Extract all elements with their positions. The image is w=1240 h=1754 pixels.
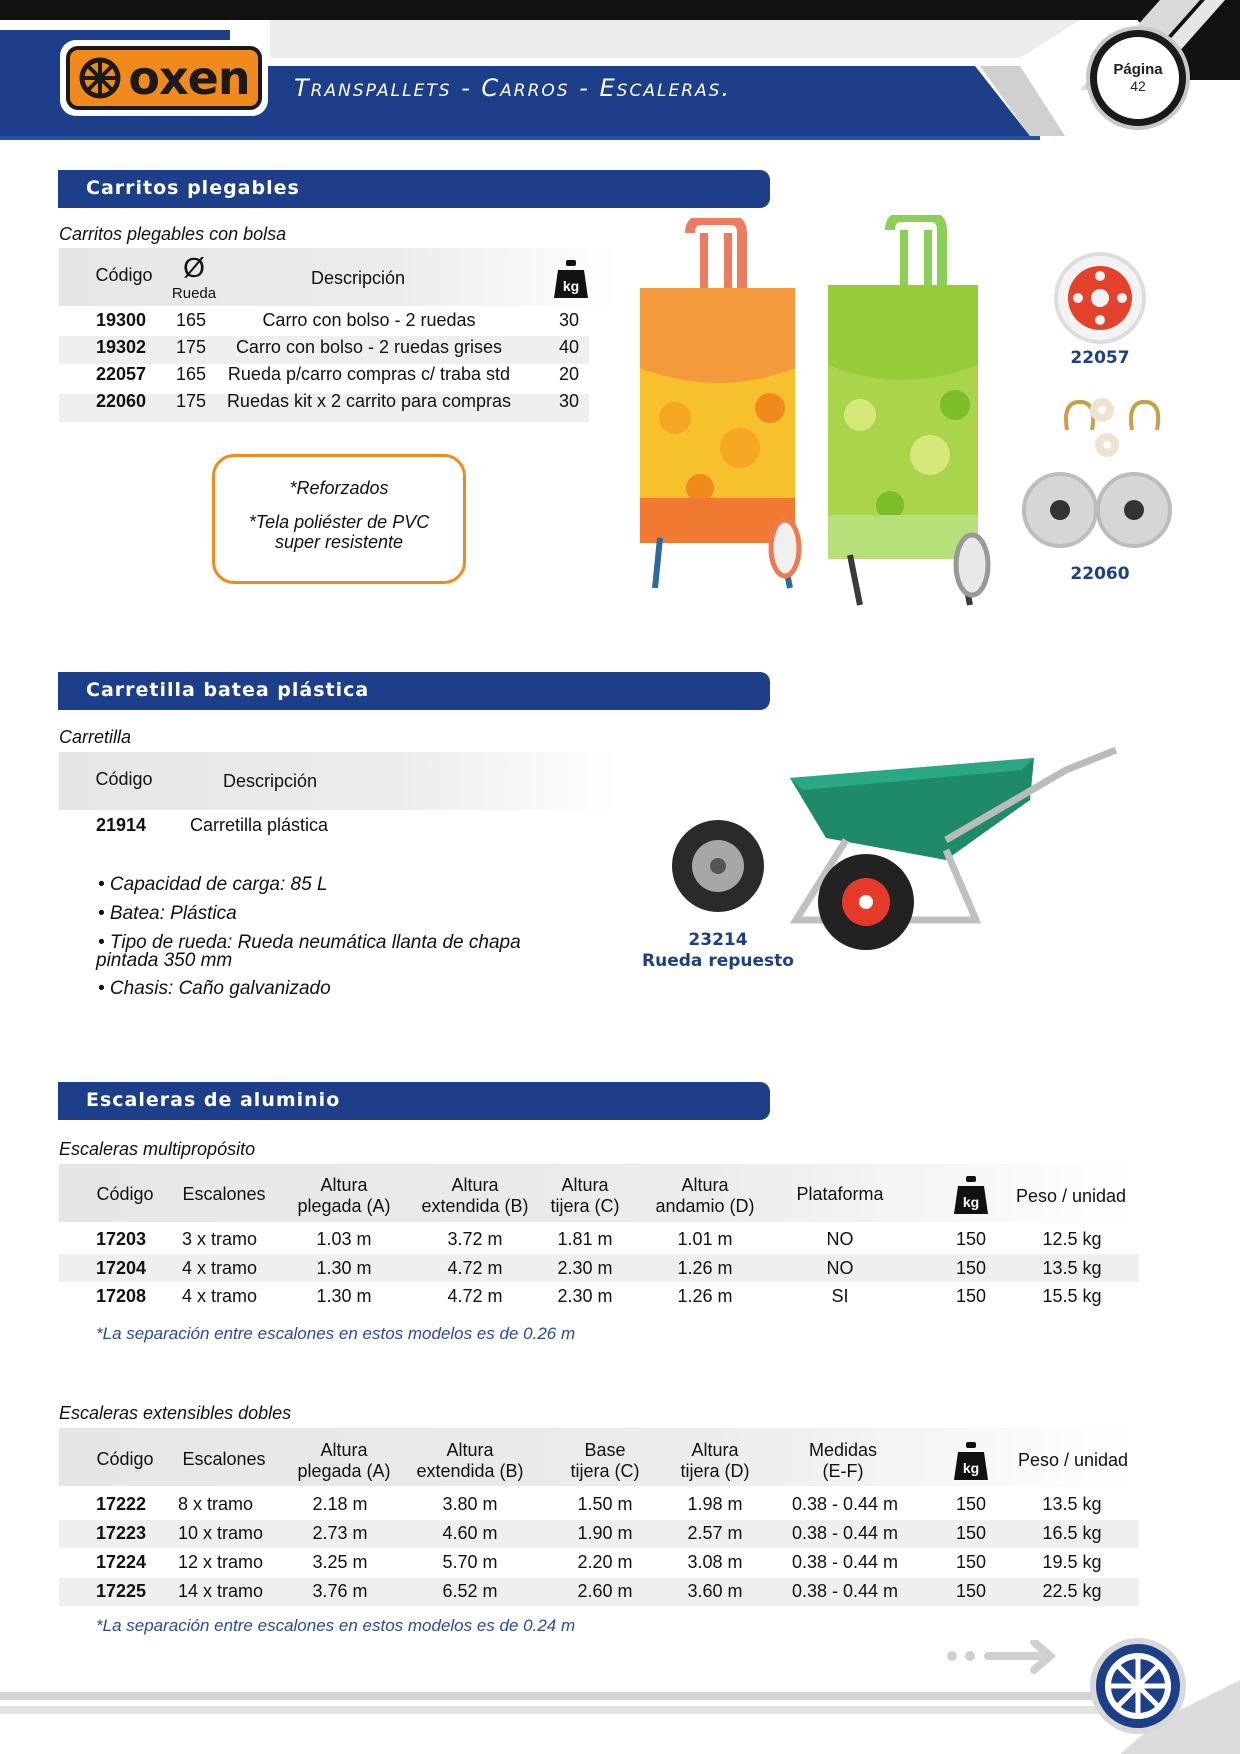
row-code: 17208 [96, 1286, 147, 1306]
row-weight: 13.5 kg [1042, 1258, 1102, 1278]
section-subtitle: Escaleras multipropósito [59, 1139, 256, 1159]
row-steps: 12 x tramo [178, 1552, 264, 1572]
row-code: 17203 [96, 1229, 147, 1249]
row-altura-a: 3.25 m [312, 1552, 368, 1572]
row-altura-b: 5.70 m [442, 1552, 498, 1572]
row-steps: 8 x tramo [178, 1494, 254, 1514]
spare-label: Rueda repuesto [642, 951, 794, 971]
features-callout [212, 454, 466, 584]
row-kg: 150 [955, 1229, 987, 1249]
kg-label: kg [562, 278, 580, 294]
header-a-2: plegada (A) [297, 1461, 391, 1481]
header-d-2: andamio (D) [655, 1196, 755, 1216]
row-kg: 30 [558, 310, 580, 330]
header-b-1: Altura [451, 1175, 499, 1195]
row-base-c: 2.20 m [577, 1552, 633, 1572]
page-header [0, 0, 1240, 140]
row-altura-c: 2.30 m [557, 1258, 613, 1278]
row-altura-b: 4.60 m [442, 1523, 498, 1543]
header-b-2: extendida (B) [421, 1196, 529, 1216]
header-platform: Plataforma [796, 1184, 884, 1204]
header-a-2: plegada (A) [297, 1196, 391, 1216]
row-altura-b: 6.52 m [442, 1581, 498, 1601]
header-weight: Peso / unidad [1015, 1186, 1127, 1206]
row-kg: 150 [955, 1494, 987, 1514]
header-b-1: Altura [446, 1440, 494, 1460]
brand-name: oxen [128, 51, 250, 105]
row-altura-d: 1.98 m [687, 1494, 743, 1514]
feature-item: • Batea: Plástica [98, 903, 237, 924]
section-title: Escaleras de aluminio [86, 1089, 341, 1111]
brand-logo [60, 40, 268, 116]
row-base-c: 2.60 m [577, 1581, 633, 1601]
header-description: Descripción [310, 268, 406, 288]
row-rueda: 175 [176, 391, 207, 411]
row-medidas: 0.38 - 0.44 m [791, 1523, 899, 1543]
row-description: Rueda p/carro compras c/ traba std [227, 364, 511, 384]
row-altura-c: 1.81 m [557, 1229, 613, 1249]
callout-line: super resistente [274, 531, 404, 552]
header-code: Código [95, 265, 153, 285]
header-c-2: tijera (C) [570, 1461, 640, 1481]
row-description: Carro con bolso - 2 ruedas [262, 310, 476, 330]
weight-kg-icon [954, 1440, 988, 1480]
row-altura-a: 1.30 m [316, 1258, 372, 1278]
row-rueda: 165 [176, 310, 207, 330]
page-label: Página [1113, 61, 1163, 79]
row-medidas: 0.38 - 0.44 m [791, 1581, 899, 1601]
header-c-1: Altura [561, 1175, 609, 1195]
row-description: Carretilla plástica [190, 815, 329, 835]
row-platform: NO [826, 1258, 854, 1278]
section-subtitle: Carritos plegables con bolsa [59, 224, 287, 244]
row-altura-a: 1.30 m [316, 1286, 372, 1306]
row-altura-a: 1.03 m [316, 1229, 372, 1249]
row-steps: 4 x tramo [182, 1258, 258, 1278]
row-description: Carro con bolso - 2 ruedas grises [235, 337, 503, 357]
product-label-22057: 22057 [1070, 348, 1130, 368]
header-steps: Escalones [182, 1184, 266, 1204]
wheel-logo-icon [78, 56, 122, 100]
row-steps: 4 x tramo [182, 1286, 258, 1306]
row-code: 22057 [96, 364, 147, 384]
row-weight: 12.5 kg [1042, 1229, 1102, 1249]
weight-kg-icon [554, 258, 588, 298]
row-altura-d: 3.08 m [687, 1552, 743, 1572]
section-title: Carretilla batea plástica [86, 679, 370, 701]
row-kg: 20 [558, 364, 580, 384]
row-platform: NO [826, 1229, 854, 1249]
row-kg: 40 [558, 337, 580, 357]
weight-kg-icon [954, 1174, 988, 1214]
row-code: 17222 [96, 1494, 147, 1514]
row-altura-b: 3.80 m [442, 1494, 498, 1514]
header-code: Código [96, 1449, 154, 1469]
header-a-1: Altura [320, 1440, 368, 1460]
section-bar-carritos [58, 170, 770, 208]
section-subtitle: Escaleras extensibles dobles [59, 1403, 292, 1423]
row-steps: 3 x tramo [182, 1229, 258, 1249]
header-medidas-2: (E-F) [822, 1461, 864, 1481]
row-code: 17225 [96, 1581, 147, 1601]
row-weight: 16.5 kg [1042, 1523, 1102, 1543]
section-title: Carritos plegables [86, 177, 300, 199]
header-a-1: Altura [320, 1175, 368, 1195]
diameter-symbol: Ø [183, 252, 205, 283]
row-kg: 150 [955, 1581, 987, 1601]
header-d-1: Altura [681, 1175, 729, 1195]
row-altura-c: 2.30 m [557, 1286, 613, 1306]
row-altura-d: 3.60 m [687, 1581, 743, 1601]
header-description: Descripción [222, 771, 318, 791]
feature-item: • Capacidad de carga: 85 L [98, 874, 328, 895]
row-code: 17204 [96, 1258, 147, 1278]
header-b-2: extendida (B) [416, 1461, 524, 1481]
page-footer [0, 1640, 1240, 1754]
row-kg: 150 [955, 1258, 987, 1278]
callout-line: *Tela poliéster de PVC [248, 511, 430, 532]
header-steps: Escalones [182, 1449, 266, 1469]
row-kg: 150 [955, 1552, 987, 1572]
row-altura-d: 2.57 m [687, 1523, 743, 1543]
row-medidas: 0.38 - 0.44 m [791, 1552, 899, 1572]
row-code: 19302 [96, 337, 147, 357]
header-rueda: Rueda [171, 285, 217, 302]
feature-item: • Tipo de rueda: Rueda neumática llanta de chapa [98, 932, 521, 953]
row-code: 22060 [96, 391, 147, 411]
row-medidas: 0.38 - 0.44 m [791, 1494, 899, 1514]
row-platform: SI [831, 1286, 849, 1306]
row-kg: 150 [955, 1523, 987, 1543]
spare-wheel-image [668, 816, 768, 916]
row-base-c: 1.90 m [577, 1523, 633, 1543]
row-code: 19300 [96, 310, 147, 330]
section-bar-escaleras [58, 1082, 770, 1120]
green-cart-image [820, 215, 1000, 615]
header-code: Código [96, 1184, 154, 1204]
row-kg: 30 [558, 391, 580, 411]
row-altura-d: 1.26 m [677, 1258, 733, 1278]
table-note: *La separación entre escalones en estos modelos es de 0.26 m [96, 1324, 576, 1343]
header-d-1: Altura [691, 1440, 739, 1460]
section-subtitle: Carretilla [59, 727, 132, 747]
row-altura-b: 4.72 m [447, 1258, 503, 1278]
row-altura-a: 2.18 m [312, 1494, 368, 1514]
row-altura-d: 1.01 m [677, 1229, 733, 1249]
header-weight: Peso / unidad [1017, 1450, 1129, 1470]
kg-label: kg [962, 1194, 980, 1210]
page-number-badge [1090, 30, 1186, 126]
callout-line: *Reforzados [289, 478, 389, 498]
row-rueda: 165 [176, 364, 207, 384]
row-weight: 22.5 kg [1042, 1581, 1102, 1601]
row-altura-b: 3.72 m [447, 1229, 503, 1249]
header-c-2: tijera (C) [550, 1196, 620, 1216]
spare-code: 23214 [688, 930, 748, 950]
row-steps: 14 x tramo [178, 1581, 264, 1601]
orange-cart-image [630, 218, 820, 598]
next-page-wheel-icon[interactable] [1088, 1636, 1188, 1736]
row-weight: 15.5 kg [1042, 1286, 1102, 1306]
page-title: Transpallets - Carros - Escaleras. [294, 74, 732, 102]
row-altura-b: 4.72 m [447, 1286, 503, 1306]
row-altura-a: 3.76 m [312, 1581, 368, 1601]
row-altura-d: 1.26 m [677, 1286, 733, 1306]
table-note: *La separación entre escalones en estos modelos es de 0.24 m [96, 1616, 576, 1635]
wheel-kit-22060-image [1022, 390, 1178, 560]
header-medidas-1: Medidas [808, 1440, 878, 1460]
wheelbarrow-image [786, 730, 1126, 966]
feature-item: pintada 350 mm [96, 950, 233, 971]
row-weight: 19.5 kg [1042, 1552, 1102, 1572]
row-kg: 150 [955, 1286, 987, 1306]
section-bar-carretilla [58, 672, 770, 710]
product-label-22060: 22060 [1070, 564, 1130, 584]
header-d-2: tijera (D) [680, 1461, 750, 1481]
row-weight: 13.5 kg [1042, 1494, 1102, 1514]
header-code: Código [95, 769, 153, 789]
row-description: Ruedas kit x 2 carrito para compras [226, 391, 512, 411]
kg-label: kg [962, 1460, 980, 1476]
wheel-22057-image [1052, 250, 1148, 346]
row-rueda: 175 [176, 337, 207, 357]
feature-item: • Chasis: Caño galvanizado [98, 978, 331, 999]
row-base-c: 1.50 m [577, 1494, 633, 1514]
header-c-1: Base [584, 1440, 626, 1460]
row-altura-a: 2.73 m [312, 1523, 368, 1543]
row-code: 21914 [96, 815, 147, 835]
page-number: 42 [1130, 77, 1146, 94]
row-code: 17224 [96, 1552, 147, 1572]
row-code: 17223 [96, 1523, 147, 1543]
row-steps: 10 x tramo [178, 1523, 264, 1543]
